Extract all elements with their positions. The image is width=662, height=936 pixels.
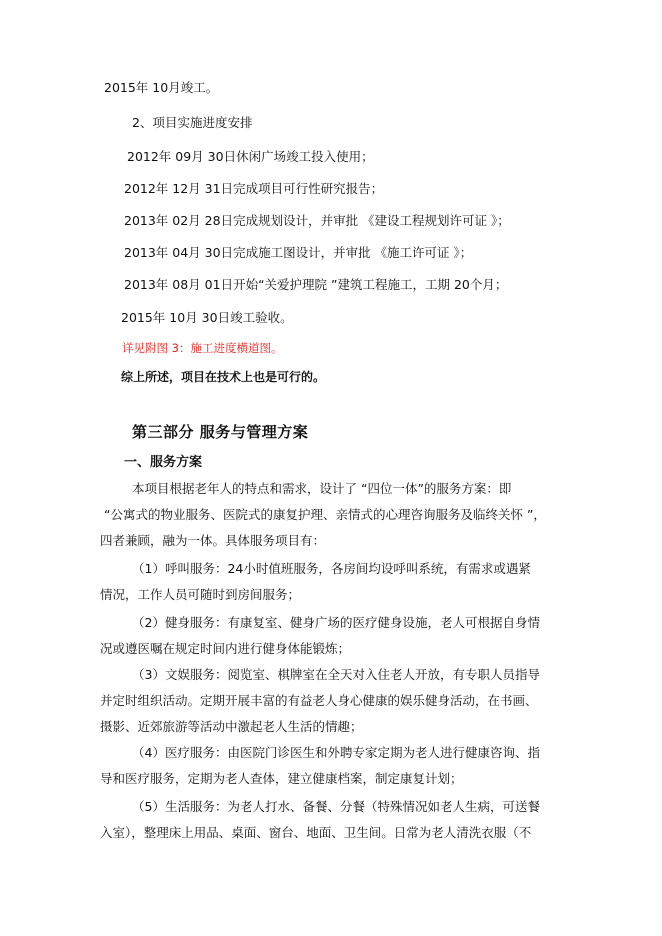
service-recreation-line: 摄影、近郊旅游等活动中激起老人生活的情趣； bbox=[100, 719, 363, 734]
schedule-item: 2015年 10月 30日竣工验收。 bbox=[121, 310, 293, 325]
service-recreation-line: （3）文娱服务：阅览室、棋牌室在全天对入住老人开放，有专职人员指导 bbox=[132, 667, 540, 682]
schedule-item: 2012年 12月 31日完成项目可行性研究报告； bbox=[124, 181, 384, 196]
schedule-item: 2013年 08月 01日开始“关爱护理院 ”建筑工程施工，工期 20个月； bbox=[124, 277, 508, 292]
intro-line: 四者兼顾，融为一体。具体服务项目有： bbox=[100, 533, 326, 548]
service-living-line: 入室），整理床上用品、桌面、窗台、地面、卫生间。日常为老人清洗衣服（不 bbox=[100, 825, 532, 840]
service-living-line: （5）生活服务：为老人打水、备餐、分餐（特殊情况如老人生病，可送餐 bbox=[132, 799, 540, 814]
intro-line: “公寓式的物业服务、医院式的康复护理、亲情式的心理咨询服务及临终关怀 ”， bbox=[104, 507, 546, 522]
part3-title: 第三部分 服务与管理方案 bbox=[132, 423, 309, 441]
schedule-item: 2012年 09月 30日休闲广场竣工投入使用； bbox=[127, 149, 374, 164]
see-figure-note: 详见附图 3：施工进度横道图。 bbox=[122, 341, 283, 355]
service-medical-line: （4）医疗服务：由医院门诊医生和外聘专家定期为老人进行健康咨询、指 bbox=[132, 745, 540, 760]
conclusion-line: 综上所述，项目在技术上也是可行的。 bbox=[121, 370, 326, 384]
schedule-item: 2013年 04月 30日完成施工图设计，并审批 《施工许可证 》； bbox=[124, 245, 473, 260]
schedule-item: 2013年 02月 28日完成规划设计，并审批 《建设工程规划许可证 》； bbox=[124, 213, 510, 228]
service-fitness-line: 况或遵医嘱在规定时间内进行健身体能锻炼； bbox=[100, 641, 351, 656]
service-plan-heading: 一、服务方案 bbox=[124, 455, 203, 470]
service-call-line: （1）呼叫服务：24小时值班服务，各房间均设呼叫系统，有需求或遇紧 bbox=[132, 561, 531, 576]
service-fitness-line: （2）健身服务：有康复室、健身广场的医疗健身设施，老人可根据自身情 bbox=[132, 615, 540, 630]
service-recreation-line: 并定时组织活动。定期开展丰富的有益老人身心健康的娱乐健身活动，在书画、 bbox=[100, 693, 538, 708]
completion-line: 2015年 10月竣工。 bbox=[104, 80, 219, 95]
schedule-subheading: 2、项目实施进度安排 bbox=[132, 115, 253, 130]
service-call-line: 情况，工作人员可随时到房间服务； bbox=[100, 587, 301, 602]
intro-line: 本项目根据老年人的特点和需求，设计了 “四位一体”的服务方案：即 bbox=[132, 481, 512, 496]
service-medical-line: 导和医疗服务，定期为老人查体，建立健康档案，制定康复计划； bbox=[100, 771, 463, 786]
